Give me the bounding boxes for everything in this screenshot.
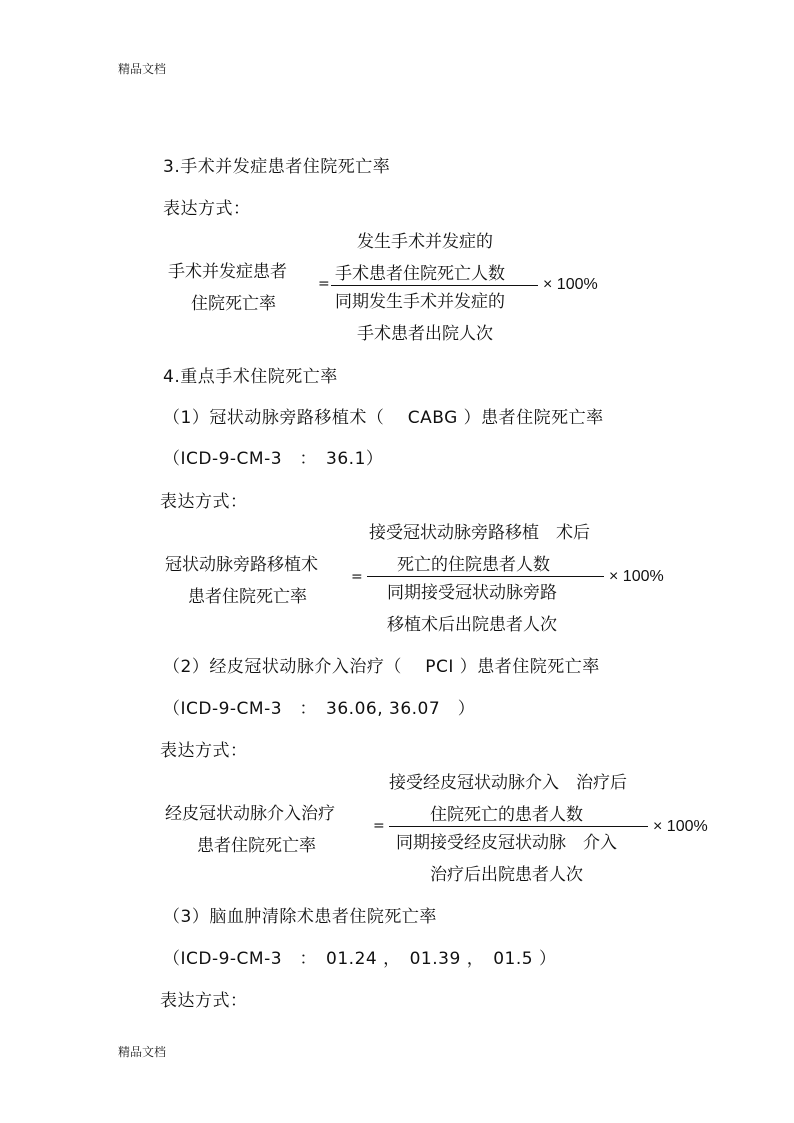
- formula-4-1-denominator-line1: 同期接受冠状动脉旁路: [387, 583, 557, 603]
- formula-3-numerator-line2: 手术患者住院死亡人数: [335, 264, 505, 284]
- formula-4-2-denominator-line2: 治疗后出院患者人次: [430, 865, 583, 885]
- formula-4-2-lhs-line2: 患者住院死亡率: [197, 836, 316, 856]
- item-1-title: （1）冠状动脉旁路移植术（ CABG ）患者住院死亡率: [163, 408, 604, 428]
- item-3-code: （ICD-9-CM-3 ： 01.24 ， 01.39 ， 01.5 ）: [163, 949, 557, 969]
- item-1-expr-label: 表达方式：: [160, 492, 248, 512]
- formula-3-fraction-bar: [331, 285, 538, 286]
- formula-4-1-denominator-line2: 移植术后出院患者人次: [387, 615, 557, 635]
- formula-4-1-numerator-line1: 接受冠状动脉旁路移植 术后: [369, 523, 590, 543]
- section-4-title: 4.重点手术住院死亡率: [163, 367, 338, 387]
- formula-4-2-denominator-line1: 同期接受经皮冠状动脉 介入: [396, 833, 617, 853]
- item-3-expr-label: 表达方式：: [160, 991, 248, 1011]
- formula-3-multiplier: × 100%: [543, 276, 598, 293]
- item-2-code: （ICD-9-CM-3 ： 36.06, 36.07 ）: [163, 699, 476, 719]
- formula-3-denominator-line2: 手术患者出院人次: [357, 324, 493, 344]
- item-2-expr-label: 表达方式：: [160, 741, 248, 761]
- formula-3-denominator-line1: 同期发生手术并发症的: [335, 292, 505, 312]
- formula-3-lhs-line1: 手术并发症患者: [168, 262, 287, 282]
- formula-4-2-multiplier: × 100%: [653, 818, 708, 835]
- formula-4-2-numerator-line1: 接受经皮冠状动脉介入 治疗后: [389, 773, 627, 793]
- page-header: 精品文档: [118, 62, 167, 76]
- formula-4-1-lhs-line2: 患者住院死亡率: [188, 587, 307, 607]
- formula-3-lhs-line2: 住院死亡率: [191, 294, 276, 314]
- formula-4-1-multiplier: × 100%: [609, 568, 664, 585]
- formula-4-1-equals: =: [351, 569, 363, 585]
- formula-4-1-fraction-bar: [367, 576, 604, 577]
- formula-4-2-lhs-line1: 经皮冠状动脉介入治疗: [165, 804, 335, 824]
- formula-4-1-lhs-line1: 冠状动脉旁路移植术: [165, 555, 318, 575]
- formula-4-2-equals: =: [373, 818, 385, 834]
- section-3-expr-label: 表达方式：: [163, 199, 251, 219]
- formula-3-equals: =: [318, 276, 330, 292]
- formula-4-2-numerator-line2: 住院死亡的患者人数: [430, 805, 583, 825]
- page-footer: 精品文档: [118, 1045, 167, 1059]
- item-1-code: （ICD-9-CM-3 ： 36.1）: [163, 449, 384, 469]
- item-2-title: （2）经皮冠状动脉介入治疗（ PCI ）患者住院死亡率: [163, 657, 600, 677]
- formula-3-numerator-line1: 发生手术并发症的: [357, 232, 493, 252]
- item-3-title: （3）脑血肿清除术患者住院死亡率: [163, 907, 437, 927]
- formula-4-1-numerator-line2: 死亡的住院患者人数: [397, 555, 550, 575]
- section-3-title: 3.手术并发症患者住院死亡率: [163, 157, 391, 177]
- formula-4-2-fraction-bar: [389, 826, 648, 827]
